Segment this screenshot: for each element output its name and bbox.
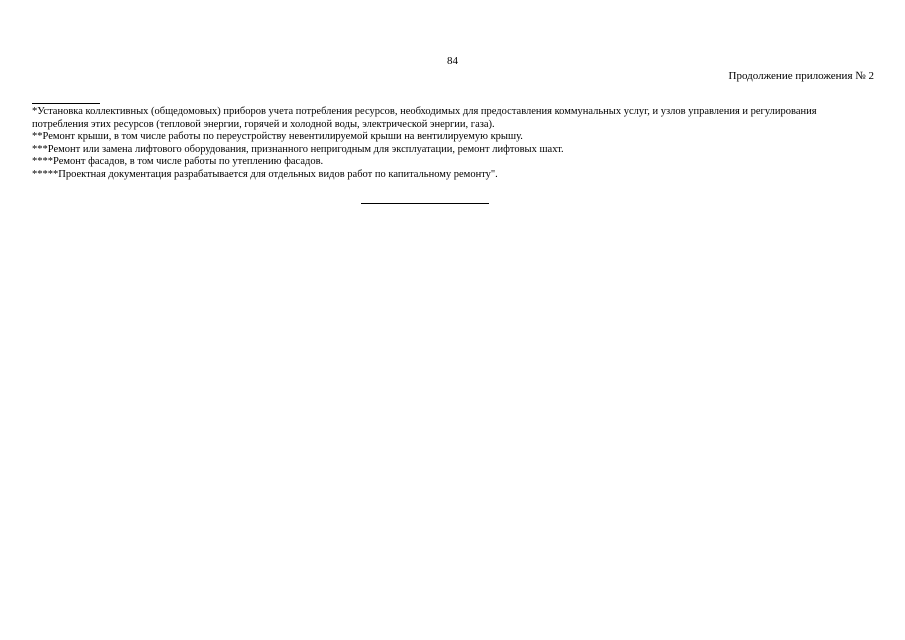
page-number: 84 bbox=[447, 55, 458, 67]
footnotes-block bbox=[32, 106, 872, 181]
document-end-rule bbox=[361, 203, 489, 204]
footnote-5: *****Проектная документация разрабатывается для отдельных видов работ по капитальному ремонту". bbox=[32, 168, 498, 180]
footnote-4: ****Ремонт фасадов, в том числе работы по утеплению фасадов. bbox=[32, 156, 324, 167]
footnote-1: *Установка коллективных (общедомовых) приборов учета потребления ресурсов, необходимых для предоставления коммунальных услуг, и узлов управления и регулирования потребления этих ресурсов (тепловой энергии, горячей и холодной воды, электрической энергии, газа). bbox=[32, 106, 817, 130]
footnote-3: ***Ремонт или замена лифтового оборудования, признанного непригодным для эксплуатации, ремонт лифтовых шахт. bbox=[32, 143, 564, 155]
footnote-2: **Ремонт крыши, в том числе работы по переустройству невентилируемой крыши на вентилируемую крышу. bbox=[32, 131, 523, 142]
appendix-continuation-label: Продолжение приложения № 2 bbox=[728, 70, 874, 82]
footnote-separator-rule bbox=[32, 103, 100, 104]
